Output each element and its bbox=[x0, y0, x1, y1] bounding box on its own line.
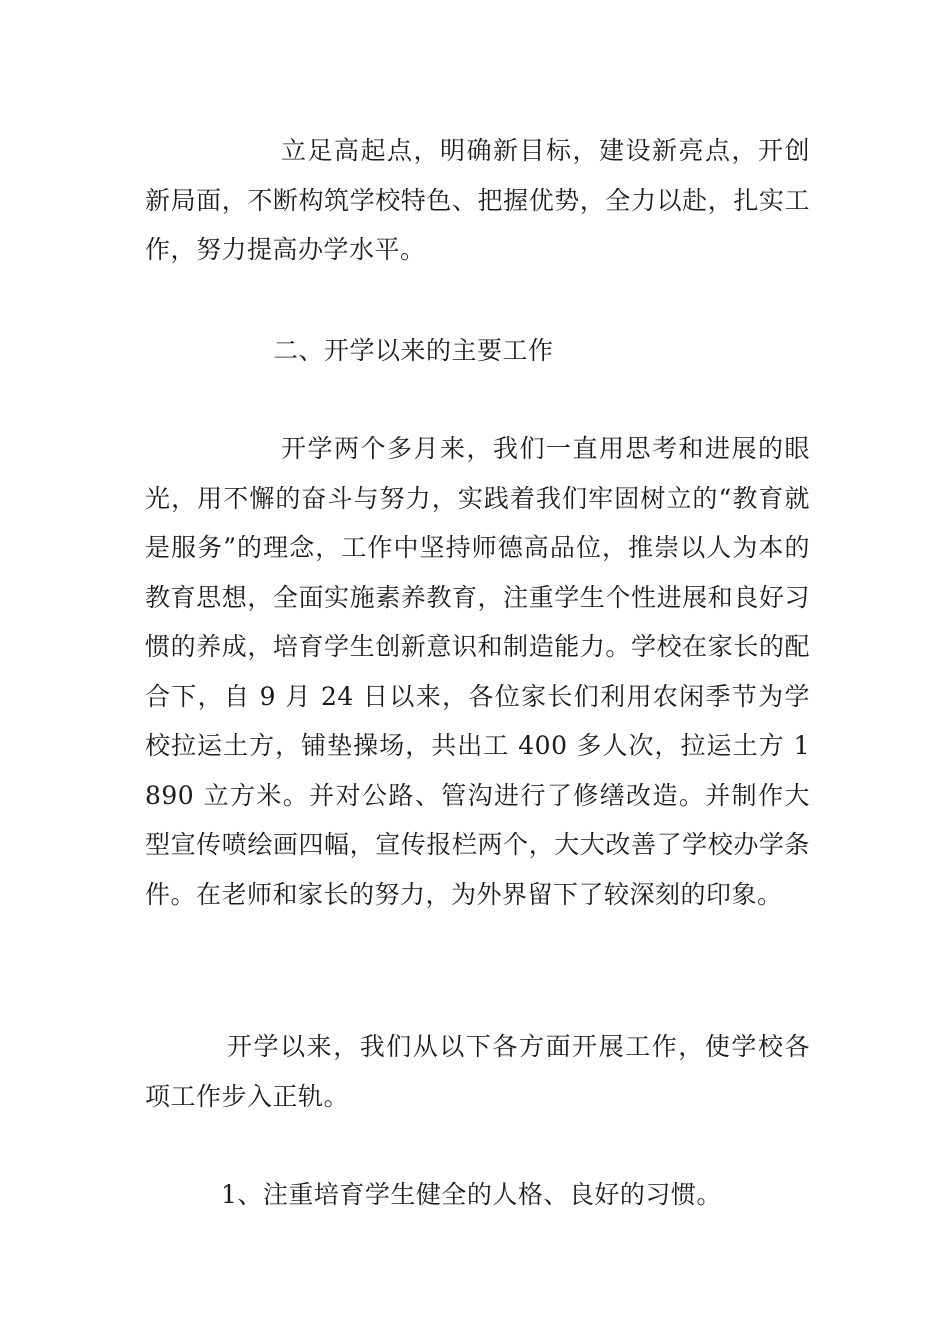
section-heading-main-work: 二、开学以来的主要工作 bbox=[273, 336, 554, 365]
paragraph-goals: 立足高起点，明确新目标，建设新亮点，开创新局面，不断构筑学校特色、把握优势，全力以赴，扎实工作，努力提高办学水平。 bbox=[145, 136, 810, 264]
list-item-1: 1、注重培育学生健全的人格、良好的习惯。 bbox=[221, 1180, 722, 1209]
paragraph-work-summary: 开学两个多月来，我们一直用思考和进展的眼光，用不懈的奋斗与努力，实践着我们牢固树立的“教育就是服务”的理念，工作中坚持师德高品位，推崇以人为本的教育思想，全面实施素养教育，注重学生个性进展和良好习惯的养成，培育学生创新意识和制造能力。学校在家长的配合下，自 9 月 24 日以来，各位家长们利用农闲季节为学校拉运土方，铺垫操场，共出工 400 多人次，拉运土方 1890 立方米。并对公路、管沟进行了修缮改造。并制作大型宣传喷绘画四幅，宣传报栏两个，大大改善了学校办学条件。在老师和家长的努力，为外界留下了较深刻的印象。 bbox=[145, 434, 810, 909]
paragraph-work-areas: 开学以来，我们从以下各方面开展工作，使学校各项工作步入正轨。 bbox=[145, 1032, 810, 1111]
